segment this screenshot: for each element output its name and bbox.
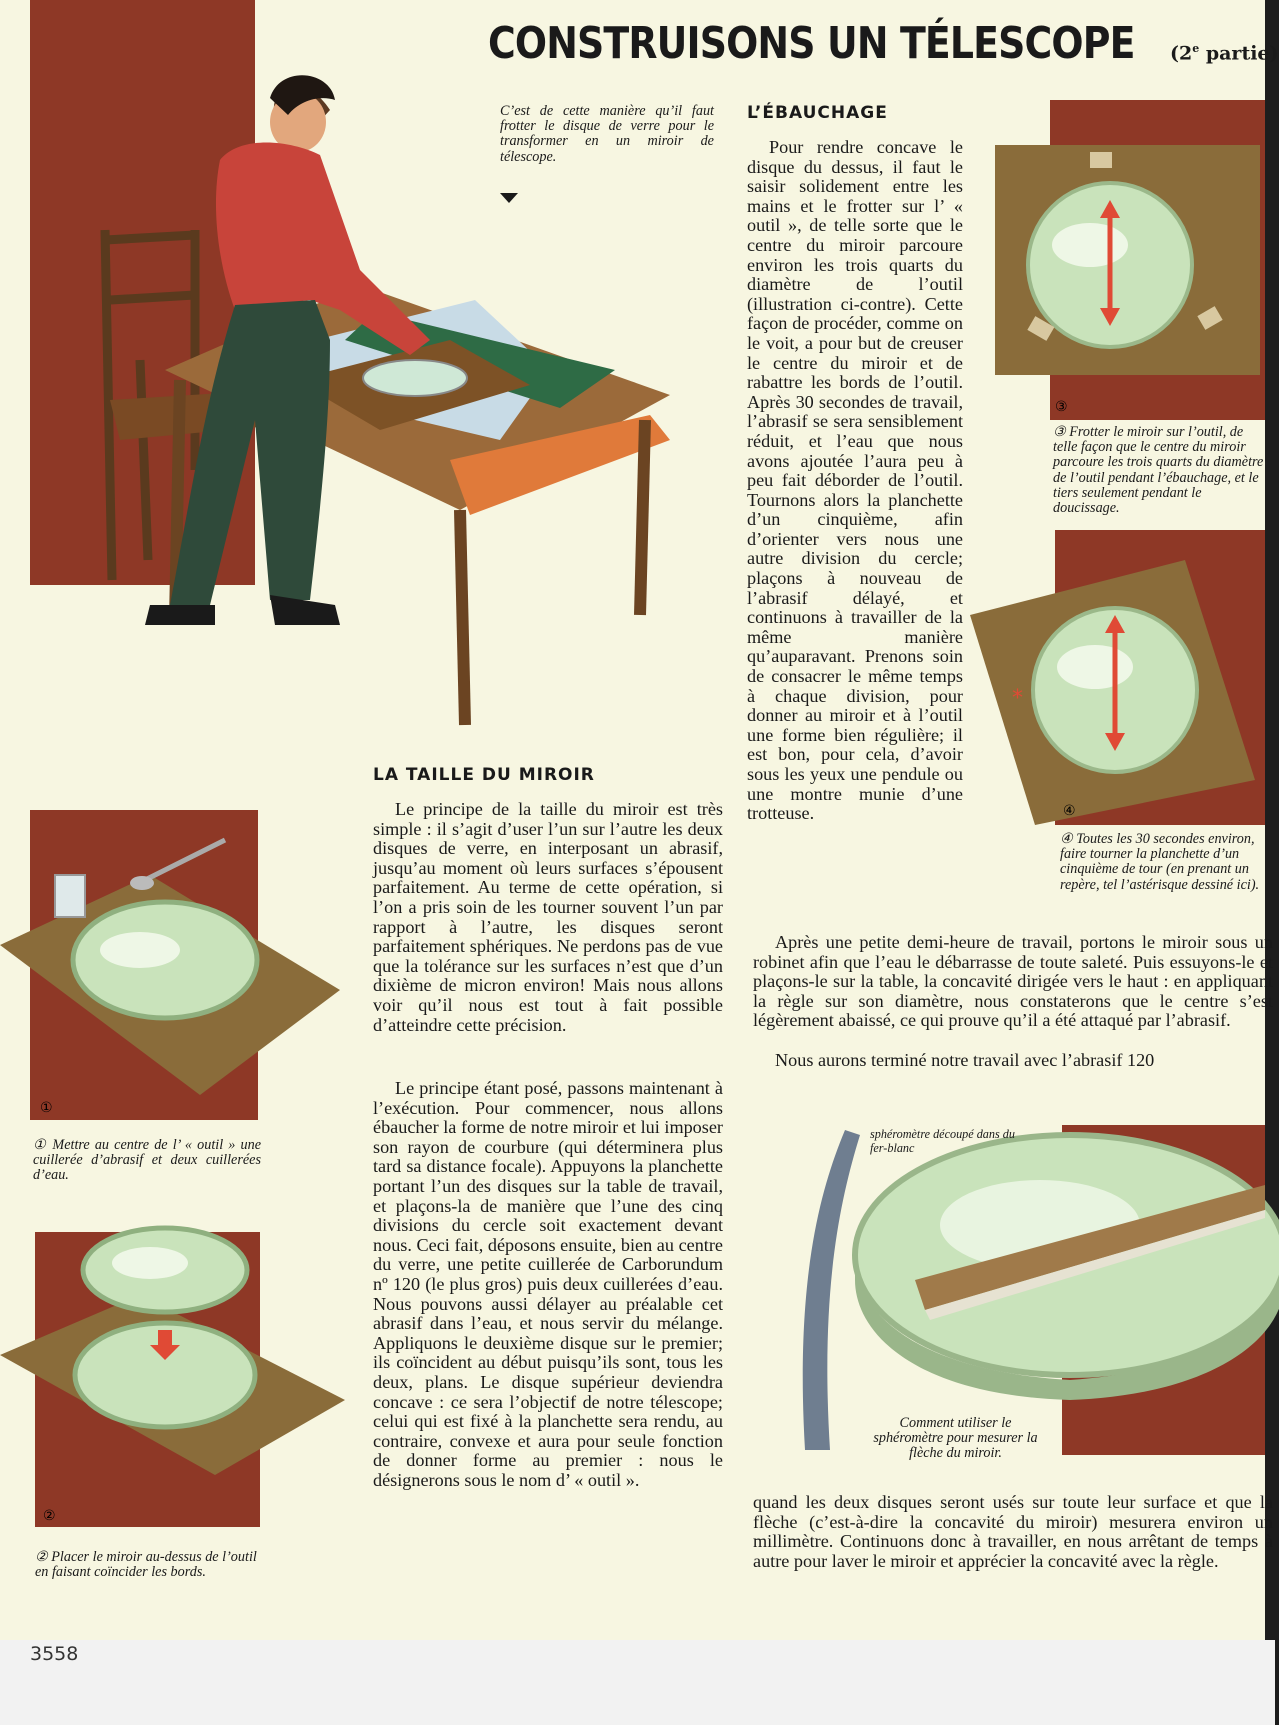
taille-paragraph-2: Le principe étant posé, passons maintenant à l’exécution. Pour commencer, nous allons ébaucher la forme de notre miroir et lui imposer son rayon de courbure (qui déterminera plus tard sa distance focale). Appuyons la planchette portant l’un des disques sur la table de travail, et plaçons-la de manière que l’une des cinq divisions du cercle soit exactement devant nous. Ceci fait, déposons ensuite, bien au centre du verre, une petite cuillerée de Carborundum nº 120 (le plus gros) puis deux cuillerées d’eau. Nous pouvons aussi délayer au préalable cet abrasif dans l’eau, et nous servir du mélange. Appliquons le deuxième disque sur le premier; ils coïncident au début puisqu’ils sont, tous les deux, plans. Le disque supérieur deviendra concave : ce sera l’objectif de notre télescope; celui qui est fixé à la planchette sera rendu, au contraire, convexe et aura pour seule fonction de donner forme au premier : nous le désignerons sous le nom d’ « outil ». xyxy=(373,1078,723,1490)
ebauchage-text-3: Nous aurons terminé notre travail avec l’abrasif 120 xyxy=(775,1050,1155,1070)
figure-3-number: ③ xyxy=(1055,399,1068,415)
spherometer-illustration xyxy=(780,1127,1265,1460)
intro-caption: C’est de cette manière qu’il faut frotter le disque de verre pour le transformer en un miroir de télescope. xyxy=(500,103,714,165)
page-number: 3558 xyxy=(30,1643,79,1665)
part-label: (2e partie) xyxy=(1170,42,1279,65)
spherometer-caption: Comment utiliser le sphéromètre pour mesurer la flèche du miroir. xyxy=(873,1415,1038,1462)
figure-1-number: ① xyxy=(40,1100,53,1116)
figure-2-caption: ② Placer le miroir au-dessus de l’outil en faisant coïncider les bords. xyxy=(35,1549,257,1581)
ebauchage-text: Pour rendre concave le disque du dessus, il faut le saisir solidement entre les mains et le frotter sur l’ « outil », de telle sorte que le centre du miroir parcoure environ les trois quarts du diamètre de l’outil (illustration ci-contre). Cette façon de procéder, comme on le voit, a pour but de creuser le centre du miroir et de rabattre les bords de l’outil. Après 30 secondes de travail, l’abrasif se sera sensiblement réduit, et l’eau que nous avons ajoutée l’aura peu à peu fait déborder de l’outil. Tournons alors la planchette d’un cinquième, afin d’orienter vers nous une autre division du cercle; plaçons à nouveau de l’abrasif délayé, et continuons à travailler de la même manière qu’auparavant. Prenons soin de consacrer le même temps à chaque division, pour donner au miroir et à l’outil une forme bien régulière; il est bon, pour cela, d’avoir sous les yeux une pendule ou une montre munie d’une trotteuse. xyxy=(747,137,963,824)
figure-2-number: ② xyxy=(43,1508,56,1524)
figure-4-illustration xyxy=(960,555,1265,825)
svg-text:*: * xyxy=(1012,686,1023,711)
ebauchage-text-4: quand les deux disques seront usés sur toute leur surface et que la flèche (c’est-à-dire la concavité du miroir) mesurera environ un millimètre. Continuons donc à travailler, en nous arrêtant de temps à autre pour laver le miroir et apprécier la concavité avec la règle. xyxy=(753,1492,1273,1571)
taille-paragraph-1: Le principe de la taille du miroir est très simple : il s’agit d’user l’un sur l’autre les deux disques de verre, en interposant un abrasif, jusqu’au moment où leurs surfaces s’épousent parfaitement. Au terme de cette opération, si l’on a pris soin de les tourner souvent l’un par rapport à l’autre, les disques seront parfaitement sphériques. Ne perdons pas de vue que la tolérance sur les surfaces n’est que d’un dixième de micron environ! Mais nous allons voir qu’il nous est tout à fait possible d’atteindre cette précision. xyxy=(373,799,723,1035)
page-title: CONSTRUISONS UN TÉLESCOPE xyxy=(488,18,1135,69)
figure-1-illustration xyxy=(0,815,340,1115)
figure-3-illustration xyxy=(990,140,1265,405)
spherometer-label: sphéromètre découpé dans du fer-blanc xyxy=(870,1127,1015,1155)
figure-1-caption: ① Mettre au centre de l’ « outil » une cuillerée d’abrasif et deux cuillerées d’eau. xyxy=(33,1137,261,1184)
footer-bar xyxy=(0,1640,1275,1725)
heading-taille: LA TAILLE DU MIROIR xyxy=(373,765,595,785)
figure-3-caption: ③ Frotter le miroir sur l’outil, de telle façon que le centre du miroir parcoure les trois quarts du diamètre de l’outil pendant l’ébauchage, et le tiers seulement pendant le doucissage. xyxy=(1053,424,1264,517)
down-arrow-icon xyxy=(500,193,518,203)
figure-2-illustration xyxy=(0,1235,345,1490)
ebauchage-text-2: Après une petite demi-heure de travail, portons le miroir sous un robinet afin que l’eau le débarrasse de toute saleté. Puis essuyons-le et plaçons-le sur la table, la concavité dirigée vers le haut : en appliquant la règle sur son diamètre, nous constaterons que le centre s’est légèrement abaissé, ce qui prouve qu’il a été attaqué par l’abrasif. xyxy=(753,932,1273,1031)
heading-ebauchage: L’ÉBAUCHAGE xyxy=(747,103,888,123)
figure-4-number: ④ xyxy=(1063,803,1076,819)
figure-4-caption: ④ Toutes les 30 secondes environ, faire tourner la planchette d’un cinquième de tour (en prenant un repère, tel l’astérisque dessiné ici). xyxy=(1060,831,1260,893)
